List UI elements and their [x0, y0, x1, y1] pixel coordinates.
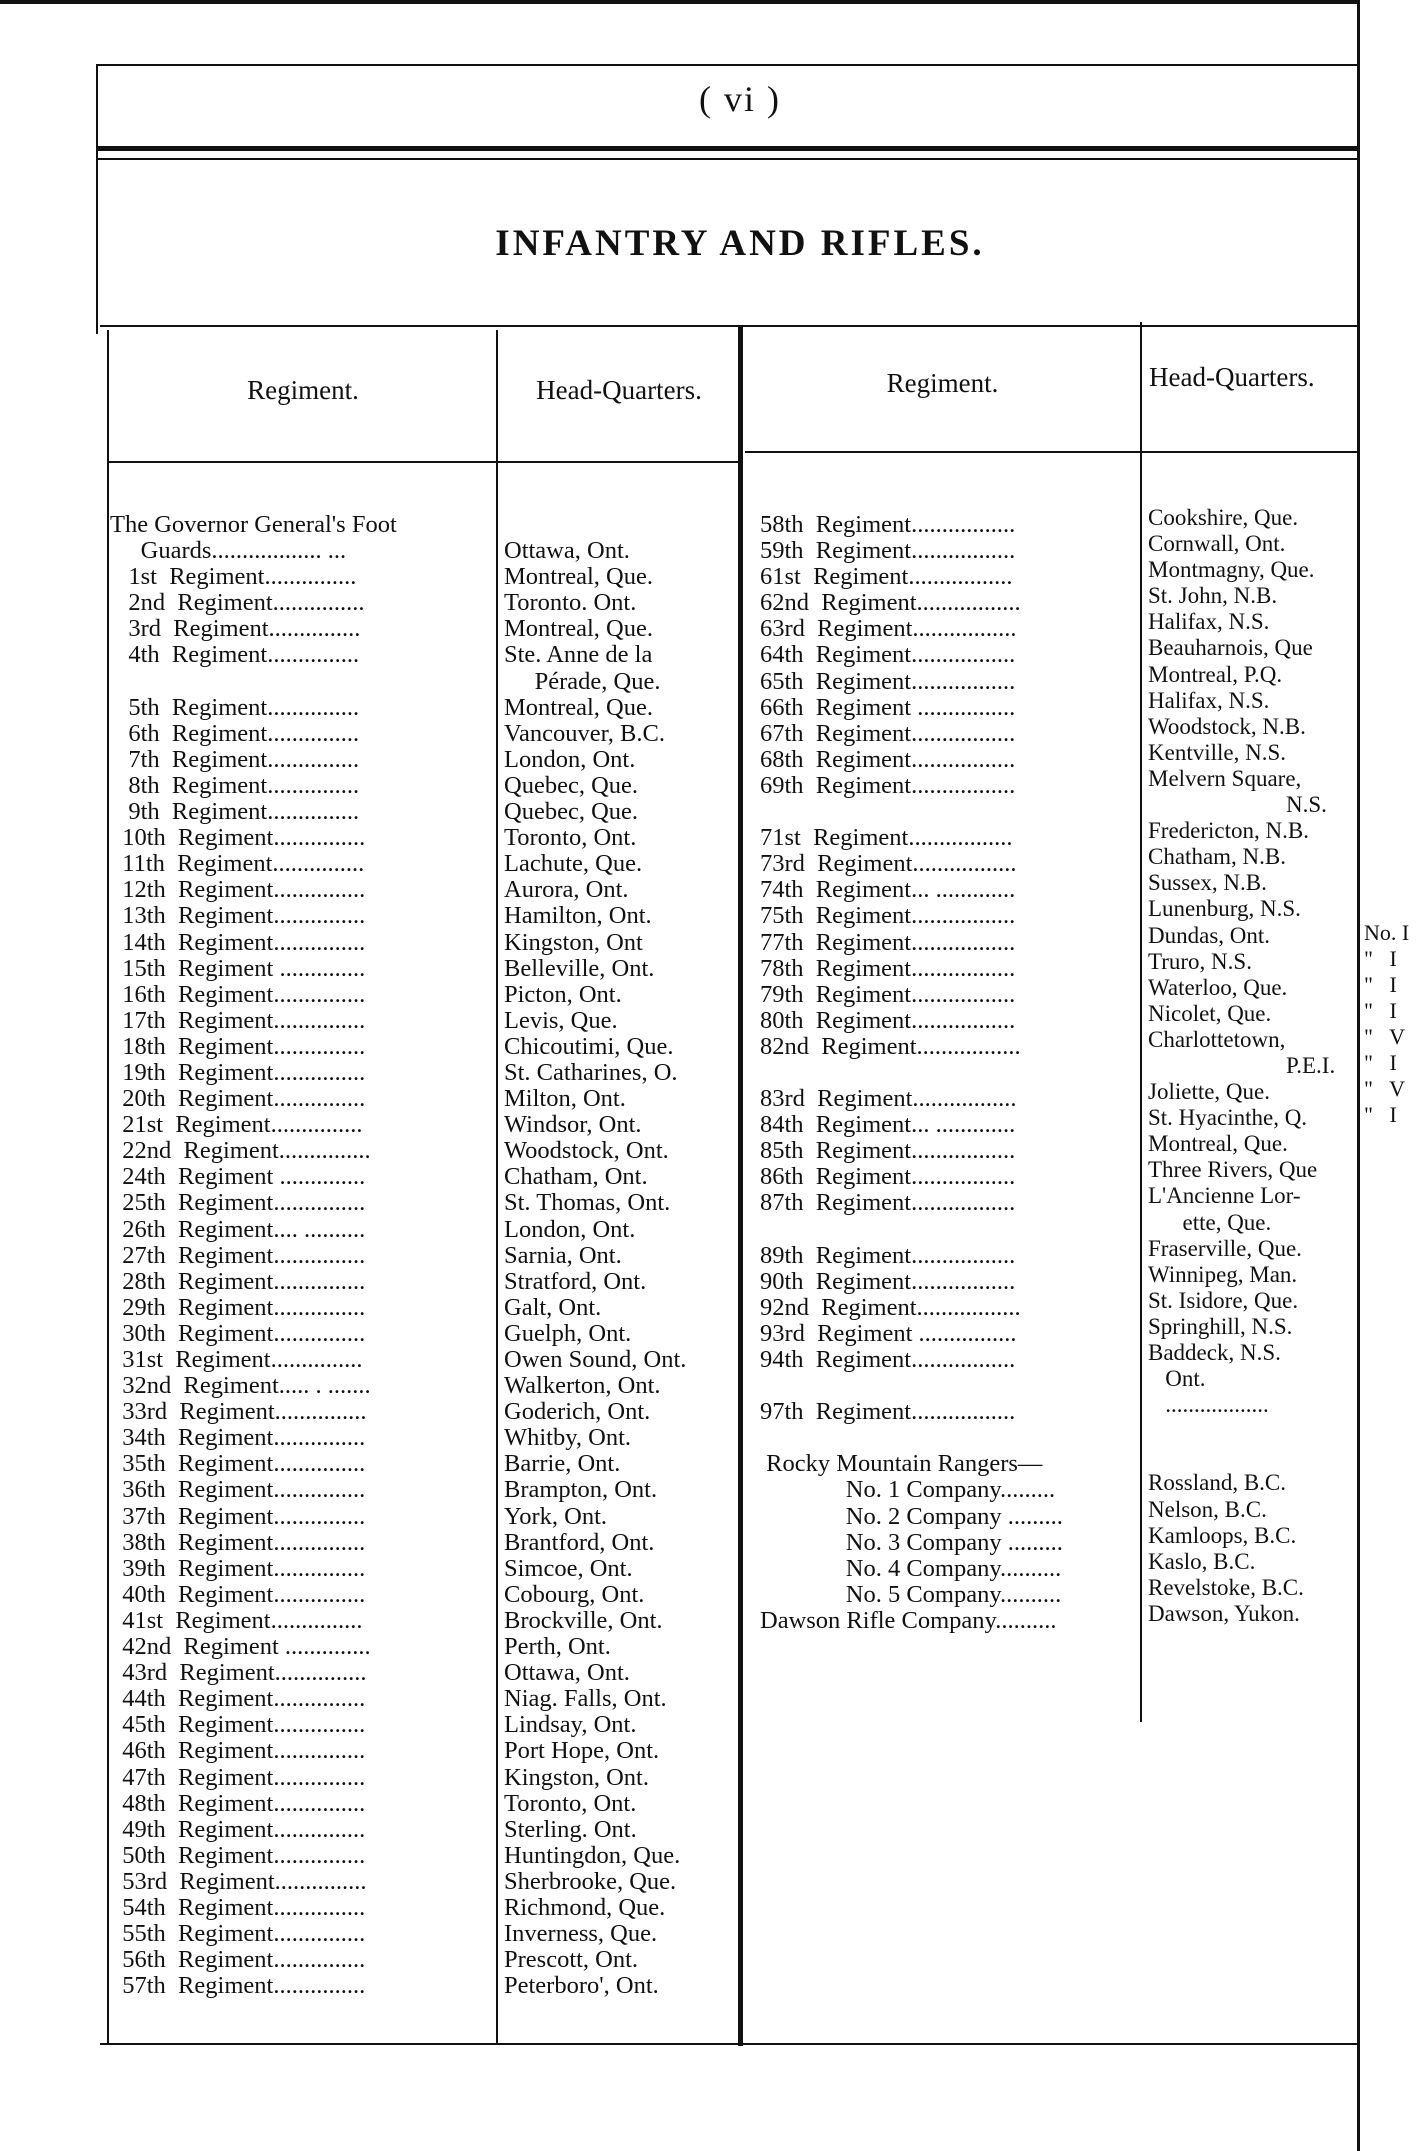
headquarters-entry: Brantford, Ont. — [504, 1529, 655, 1556]
headquarters-entry: London, Ont. — [504, 1216, 636, 1243]
headquarters-entry: Aurora, Ont. — [504, 877, 629, 904]
header-rule-double — [96, 146, 1360, 151]
regiment-entry: 82nd Regiment................. — [760, 1033, 1021, 1060]
regiment-entry: 80th Regiment................. — [760, 1007, 1016, 1034]
regiment-entry: 94th Regiment................. — [760, 1347, 1016, 1373]
headquarters-entry: Three Rivers, Que — [1148, 1157, 1318, 1183]
regiment-entry: 34th Regiment............... — [110, 1425, 366, 1452]
regiment-entry: No. 1 Company......... — [760, 1477, 1056, 1504]
regiment-entry: 90th Regiment................. — [760, 1268, 1016, 1295]
headquarters-entry: Goderich, Ont. — [504, 1399, 651, 1426]
regiment-entry: 6th Regiment............... — [110, 720, 360, 747]
regiment-entry: 38th Regiment............... — [110, 1529, 366, 1556]
regiment-entry: 43rd Regiment............... — [110, 1660, 367, 1687]
headquarters-entry: Kingston, Ont — [504, 929, 643, 956]
regiment-entry: 73rd Regiment................. — [760, 851, 1017, 878]
regiment-entry: 48th Regiment............... — [110, 1790, 366, 1817]
regiment-entry: 5th Regiment............... — [110, 694, 360, 721]
headquarters-entry: Dawson, Yukon. — [1148, 1600, 1300, 1626]
headquarters-entry: Chatham, Ont. — [504, 1164, 648, 1191]
headquarters-entry: Woodstock, N.B. — [1148, 713, 1306, 739]
headquarters-entry: P.E.I. — [1148, 1052, 1336, 1078]
headquarters-entry: Windsor, Ont. — [504, 1112, 642, 1139]
headquarters-entry: Montreal, Que. — [504, 694, 653, 721]
margin-fragments — [1364, 920, 1419, 1128]
headquarters-entry: Nicolet, Que. — [1148, 1000, 1272, 1026]
regiment-entry: 16th Regiment............... — [110, 981, 366, 1008]
regiment-entry: 53rd Regiment............... — [110, 1868, 367, 1895]
headquarters-entry: Chicoutimi, Que. — [504, 1033, 674, 1060]
headquarters-entry: Sherbrooke, Que. — [504, 1868, 677, 1895]
regiment-entry: 46th Regiment............... — [110, 1738, 366, 1765]
headquarters-entry: Beauharnois, Que — [1148, 635, 1313, 661]
regiment-entry: 22nd Regiment............... — [110, 1138, 371, 1165]
headquarters-entry: St. Thomas, Ont. — [504, 1190, 671, 1217]
headquarters-entry: Prescott, Ont. — [504, 1947, 639, 1974]
regiment-entry: 3rd Regiment............... — [110, 616, 361, 643]
regiment-entry: 93rd Regiment ................ — [760, 1320, 1017, 1347]
right-headquarters-column — [1148, 505, 1356, 1627]
headquarters-entry: Owen Sound, Ont. — [504, 1347, 687, 1373]
regiment-entry: No. 4 Company.......... — [760, 1555, 1062, 1582]
title-box-bottom — [100, 325, 1358, 327]
regiment-entry: 74th Regiment... ............. — [760, 877, 1016, 904]
regiment-entry: 21st Regiment............... — [110, 1112, 363, 1139]
regiment-entry: 2nd Regiment............... — [110, 590, 365, 617]
headquarters-entry: Kingston, Ont. — [504, 1764, 649, 1791]
headquarters-entry: Quebec, Que. — [504, 772, 639, 799]
regiment-entry: 24th Regiment .............. — [110, 1164, 366, 1191]
headquarters-entry: Stratford, Ont. — [504, 1268, 647, 1295]
regiment-entry: 39th Regiment............... — [110, 1555, 366, 1582]
headquarters-entry: Walkerton, Ont. — [504, 1373, 661, 1400]
headquarters-entry: Montmagny, Que. — [1148, 557, 1315, 583]
regiment-entry: 25th Regiment............... — [110, 1190, 366, 1217]
regiment-entry: 15th Regiment .............. — [110, 955, 366, 982]
headquarters-entry: Joliette, Que. — [1148, 1079, 1270, 1105]
regiment-entry: 77th Regiment................. — [760, 929, 1016, 956]
column-header-hq-right: Head-Quarters. — [1149, 362, 1315, 392]
column-rule-3 — [1140, 322, 1142, 1722]
regiment-entry: 84th Regiment... ............. — [760, 1112, 1016, 1139]
headquarters-entry: Springhill, N.S. — [1148, 1313, 1293, 1339]
margin-fragment: " I — [1364, 1050, 1397, 1075]
headquarters-entry: Inverness, Que. — [504, 1921, 658, 1948]
regiment-entry: 13th Regiment............... — [110, 903, 366, 930]
title-box-left — [96, 64, 98, 334]
regiment-entry: 17th Regiment............... — [110, 1007, 366, 1034]
regiment-entry: 9th Regiment............... — [110, 799, 360, 826]
regiment-entry: 79th Regiment................. — [760, 981, 1016, 1008]
headquarters-entry: Montreal, Que. — [504, 564, 653, 591]
regiment-entry: 59th Regiment................. — [760, 538, 1016, 565]
regiment-entry — [760, 1373, 1138, 1399]
headquarters-entry: Huntingdon, Que. — [504, 1842, 681, 1869]
header-rule-top — [96, 64, 1360, 66]
regiment-entry: 35th Regiment............... — [110, 1451, 366, 1478]
regiment-entry: 27th Regiment............... — [110, 1242, 366, 1269]
regiment-entry: 29th Regiment............... — [110, 1294, 366, 1321]
headquarters-entry: Guelph, Ont. — [504, 1320, 632, 1347]
regiment-entry: 31st Regiment............... — [110, 1347, 363, 1373]
headquarters-entry: L'Ancienne Lor- — [1148, 1183, 1301, 1209]
headquarters-entry: .................. — [1148, 1392, 1269, 1418]
headquarters-entry: Charlottetown, — [1148, 1026, 1286, 1052]
regiment-entry: No. 3 Company ......... — [760, 1529, 1063, 1556]
headquarters-entry: Niag. Falls, Ont. — [504, 1686, 667, 1713]
regiment-entry — [760, 799, 1138, 825]
headquarters-entry: Halifax, N.S. — [1148, 687, 1270, 713]
headquarters-entry: Richmond, Que. — [504, 1894, 666, 1921]
headquarters-entry: St. Catharines, O. — [504, 1059, 678, 1086]
headquarters-entry: Truro, N.S. — [1148, 948, 1252, 974]
headquarters-entry: Picton, Ont. — [504, 981, 622, 1008]
headquarters-entry: Belleville, Ont. — [504, 955, 655, 982]
header-row-rule-right — [745, 451, 1357, 453]
headquarters-entry: Ste. Anne de la — [504, 642, 653, 669]
regiment-entry: 4th Regiment............... — [110, 642, 360, 669]
regiment-entry — [110, 669, 494, 695]
headquarters-entry: Fredericton, N.B. — [1148, 818, 1309, 844]
regiment-entry: 65th Regiment................. — [760, 668, 1016, 695]
regiment-entry: 50th Regiment............... — [110, 1842, 366, 1869]
regiment-entry: 87th Regiment................. — [760, 1190, 1016, 1217]
headquarters-entry: St. Hyacinthe, Q. — [1148, 1105, 1308, 1131]
headquarters-entry: Barrie, Ont. — [504, 1451, 621, 1478]
column-header-regiment-right: Regiment. — [886, 368, 999, 398]
regiment-entry: 54th Regiment............... — [110, 1894, 366, 1921]
headquarters-entry: Lunenburg, N.S. — [1148, 896, 1301, 922]
headquarters-entry: Melvern Square, — [1148, 765, 1302, 791]
headquarters-entry: Sarnia, Ont. — [504, 1242, 622, 1269]
regiment-entry — [760, 1217, 1138, 1243]
regiment-entry: 61st Regiment................. — [760, 564, 1013, 591]
regiment-entry: 55th Regiment............... — [110, 1921, 366, 1948]
margin-fragment: No. I — [1364, 920, 1410, 945]
page-number: ( vi ) — [699, 79, 781, 119]
regiment-entry: 49th Regiment............... — [110, 1816, 366, 1843]
regiment-entry: The Governor General's Foot — [110, 512, 397, 538]
regiment-entry: 86th Regiment................. — [760, 1164, 1016, 1191]
regiment-entry: 14th Regiment............... — [110, 929, 366, 956]
regiment-entry: 7th Regiment............... — [110, 746, 360, 773]
regiment-entry: 18th Regiment............... — [110, 1033, 366, 1060]
column-header-regiment-left: Regiment. — [247, 375, 359, 405]
margin-fragment: " V — [1364, 1024, 1405, 1049]
headquarters-entry: Revelstoke, B.C. — [1148, 1574, 1304, 1600]
regiment-entry: 63rd Regiment................. — [760, 616, 1017, 643]
regiment-entry: No. 5 Company.......... — [760, 1581, 1062, 1608]
headquarters-entry: Waterloo, Que. — [1148, 974, 1288, 1000]
headquarters-entry: Sussex, N.B. — [1148, 870, 1267, 896]
regiment-entry: 44th Regiment............... — [110, 1686, 366, 1713]
headquarters-entry: Halifax, N.S. — [1148, 609, 1270, 635]
regiment-entry: 75th Regiment................. — [760, 903, 1016, 930]
headquarters-entry: London, Ont. — [504, 746, 636, 773]
headquarters-entry: Toronto, Ont. — [504, 825, 637, 852]
regiment-entry: 12th Regiment............... — [110, 877, 366, 904]
regiment-entry: 40th Regiment............... — [110, 1581, 366, 1608]
headquarters-entry: St. Isidore, Que. — [1148, 1287, 1299, 1313]
regiment-entry: 83rd Regiment................. — [760, 1086, 1017, 1113]
header-rule-under — [96, 158, 1360, 160]
regiment-entry: Guards.................. ... — [110, 538, 347, 565]
headquarters-entry: Levis, Que. — [504, 1007, 618, 1034]
headquarters-entry: Sterling. Ont. — [504, 1816, 637, 1843]
headquarters-entry: Montreal, P.Q. — [1148, 661, 1283, 687]
headquarters-entry: ette, Que. — [1148, 1209, 1272, 1235]
headquarters-entry: N.S. — [1148, 792, 1327, 818]
regiment-entry: 68th Regiment................. — [760, 746, 1016, 773]
headquarters-entry: Ottawa, Ont. — [504, 538, 630, 565]
headquarters-entry: York, Ont. — [504, 1503, 608, 1530]
headquarters-entry: Galt, Ont. — [504, 1294, 602, 1321]
regiment-entry — [760, 1425, 1138, 1451]
headquarters-entry: Hamilton, Ont. — [504, 903, 652, 930]
headquarters-entry: Ont. — [1148, 1366, 1206, 1392]
headquarters-entry: Winnipeg, Man. — [1148, 1261, 1298, 1287]
regiment-entry: 37th Regiment............... — [110, 1503, 366, 1530]
headquarters-entry — [504, 512, 738, 538]
headquarters-entry: Nelson, B.C. — [1148, 1496, 1267, 1522]
regiment-entry: Rocky Mountain Rangers— — [760, 1451, 1043, 1478]
regiment-entry: 69th Regiment................. — [760, 772, 1016, 799]
headquarters-entry: Baddeck, N.S. — [1148, 1340, 1281, 1365]
regiment-entry — [760, 1060, 1138, 1086]
headquarters-entry: Toronto, Ont. — [504, 1790, 637, 1817]
headquarters-entry: Toronto. Ont. — [504, 590, 637, 617]
headquarters-entry: St. John, N.B. — [1148, 583, 1278, 609]
headquarters-entry: Kamloops, B.C. — [1148, 1522, 1297, 1548]
regiment-entry: Dawson Rifle Company.......... — [760, 1607, 1057, 1634]
bottom-rule — [100, 2043, 1358, 2045]
regiment-entry: 58th Regiment................. — [760, 512, 1016, 538]
headquarters-entry: Montreal, Que. — [1148, 1131, 1288, 1157]
regiment-entry: 62nd Regiment................. — [760, 590, 1021, 617]
headquarters-entry: Brampton, Ont. — [504, 1477, 658, 1504]
left-headquarters-column — [504, 512, 738, 1999]
headquarters-entry: Dundas, Ont. — [1148, 922, 1271, 948]
right-regiment-column — [760, 512, 1138, 1634]
headquarters-entry: Cornwall, Ont. — [1148, 531, 1286, 557]
regiment-entry: 92nd Regiment................. — [760, 1294, 1021, 1321]
regiment-entry: 33rd Regiment............... — [110, 1399, 367, 1426]
headquarters-entry: Whitby, Ont. — [504, 1425, 632, 1452]
headquarters-entry: Kentville, N.S. — [1148, 739, 1286, 765]
regiment-entry: No. 2 Company ......... — [760, 1503, 1063, 1530]
headquarters-entry: Cobourg, Ont. — [504, 1581, 645, 1608]
regiment-entry: 26th Regiment.... .......... — [110, 1216, 366, 1243]
headquarters-entry: Quebec, Que. — [504, 799, 639, 826]
top-border — [0, 0, 1360, 4]
headquarters-entry: Ottawa, Ont. — [504, 1660, 630, 1687]
column-rule-center — [738, 326, 743, 2046]
headquarters-entry: Pérade, Que. — [504, 668, 661, 695]
regiment-entry: 71st Regiment................. — [760, 825, 1013, 852]
regiment-entry: 11th Regiment............... — [110, 851, 365, 878]
margin-fragment: " I — [1364, 946, 1397, 971]
regiment-entry: 78th Regiment................. — [760, 955, 1016, 982]
margin-fragment: " I — [1364, 1102, 1397, 1127]
regiment-entry: 64th Regiment................. — [760, 642, 1016, 669]
regiment-entry: 67th Regiment................. — [760, 720, 1016, 747]
regiment-entry: 97th Regiment................. — [760, 1399, 1016, 1426]
headquarters-entry: Chatham, N.B. — [1148, 844, 1286, 870]
headquarters-entry: Woodstock, Ont. — [504, 1138, 669, 1165]
regiment-entry: 42nd Regiment .............. — [110, 1634, 371, 1661]
regiment-entry: 66th Regiment ................ — [760, 694, 1016, 721]
headquarters-entry — [1148, 1444, 1356, 1470]
margin-fragment: " V — [1364, 1076, 1405, 1101]
regiment-entry: 36th Regiment............... — [110, 1477, 366, 1504]
regiment-entry: 41st Regiment............... — [110, 1607, 363, 1634]
regiment-entry: 20th Regiment............... — [110, 1086, 366, 1113]
headquarters-entry: Montreal, Que. — [504, 616, 653, 643]
regiment-entry: 28th Regiment............... — [110, 1268, 366, 1295]
column-header-hq-left: Head-Quarters. — [536, 375, 702, 405]
headquarters-entry: Vancouver, B.C. — [504, 720, 665, 747]
headquarters-entry: Perth, Ont. — [504, 1634, 611, 1661]
regiment-entry: 32nd Regiment..... . ....... — [110, 1373, 371, 1400]
margin-fragment: " I — [1364, 998, 1397, 1023]
headquarters-entry: Fraserville, Que. — [1148, 1235, 1302, 1261]
regiment-entry: 89th Regiment................. — [760, 1242, 1016, 1269]
regiment-entry: 57th Regiment............... — [110, 1973, 366, 2000]
column-rule-1 — [496, 330, 498, 2045]
regiment-entry: 1st Regiment............... — [110, 564, 357, 591]
headquarters-entry — [1148, 1418, 1356, 1444]
headquarters-entry: Milton, Ont. — [504, 1086, 626, 1113]
headquarters-entry: Lindsay, Ont. — [504, 1712, 637, 1739]
regiment-entry: 19th Regiment............... — [110, 1059, 366, 1086]
regiment-entry: 10th Regiment............... — [110, 825, 366, 852]
regiment-entry: 85th Regiment................. — [760, 1138, 1016, 1165]
headquarters-entry: Lachute, Que. — [504, 851, 643, 878]
headquarters-entry: Rossland, B.C. — [1148, 1470, 1287, 1496]
regiment-entry: 8th Regiment............... — [110, 772, 360, 799]
headquarters-entry: Kaslo, B.C. — [1148, 1548, 1256, 1574]
page-title: INFANTRY AND RIFLES. — [495, 223, 985, 264]
regiment-entry: 30th Regiment............... — [110, 1320, 366, 1347]
header-row-rule-left — [108, 461, 738, 463]
regiment-entry: 56th Regiment............... — [110, 1947, 366, 1974]
regiment-entry: 47th Regiment............... — [110, 1764, 366, 1791]
margin-fragment: " I — [1364, 972, 1397, 997]
table-left-edge — [107, 330, 109, 2045]
headquarters-entry: Brockville, Ont. — [504, 1607, 663, 1634]
left-regiment-column — [110, 512, 494, 1999]
headquarters-entry: Cookshire, Que. — [1148, 505, 1299, 530]
regiment-entry: 45th Regiment............... — [110, 1712, 366, 1739]
headquarters-entry: Port Hope, Ont. — [504, 1738, 660, 1765]
headquarters-entry: Peterboro', Ont. — [504, 1973, 659, 2000]
headquarters-entry: Simcoe, Ont. — [504, 1555, 633, 1582]
